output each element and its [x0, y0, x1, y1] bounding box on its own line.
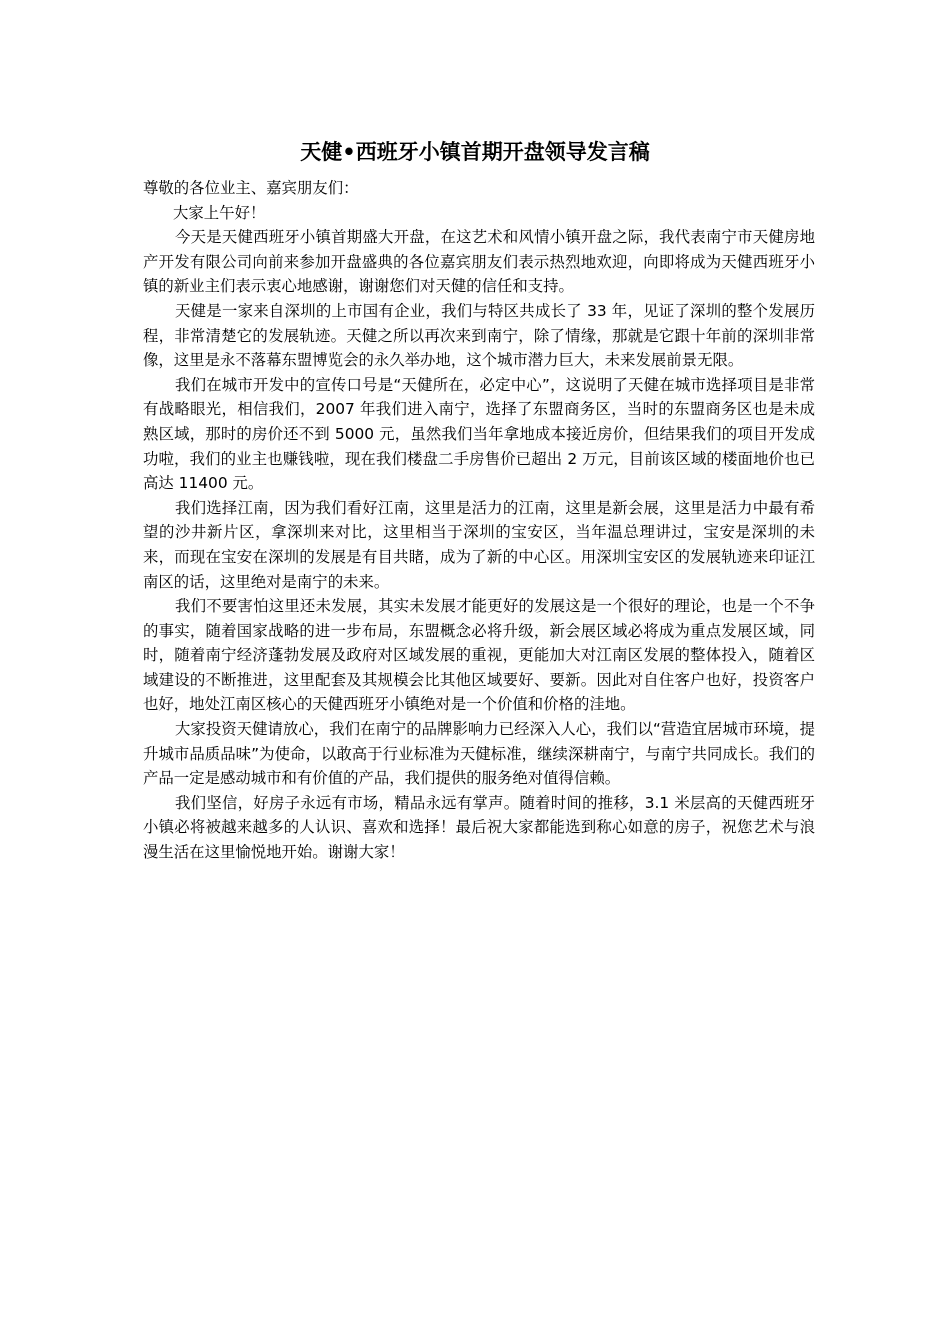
paragraph-opening: 今天是天健西班牙小镇首期盛大开盘，在这艺术和风情小镇开盘之际，我代表南宁市天健房地产开发有限公司向前来参加开盘盛典的各位嘉宾朋友们表示热烈地欢迎，向即将成为天健西班牙小镇的新业主们表示衷心地感谢，谢谢您们对天健的信任和支持。 — [143, 228, 815, 296]
document-body — [143, 176, 815, 865]
greeting: 大家上午好！ — [173, 203, 266, 222]
paragraph-closing: 我们坚信，好房子永远有市场，精品永远有掌声。随着时间的推移，3.1 米层高的天健西班牙小镇必将被越来越多的人认识、喜欢和选择！最后祝大家都能选到称心如意的房子，祝您艺术与浪漫生活在这里愉悦地开始。谢谢大家！ — [143, 793, 815, 862]
paragraph-brand: 大家投资天健请放心，我们在南宁的品牌影响力已经深入人心，我们以“营造宜居城市环境，提升城市品质品味”为使命，以敢高于行业标准为天健标准，继续深耕南宁，与南宁共同成长。我们的产品一定是感动城市和有价值的产品，我们提供的服务绝对值得信赖。 — [143, 720, 815, 788]
paragraph-company-intro: 天健是一家来自深圳的上市国有企业，我们与特区共成长了 33 年，见证了深圳的整个发展历程，非常清楚它的发展轨迹。天健之所以再次来到南宁，除了情缘，那就是它跟十年前的深圳非常像，这里是永不落幕东盟博览会的永久举办地，这个城市潜力巨大，未来发展前景无限。 — [143, 301, 815, 370]
paragraph-development: 我们不要害怕这里还未发展，其实未发展才能更好的发展这是一个很好的理论，也是一个不争的事实，随着国家战略的进一步布局，东盟概念必将升级，新会展区域必将成为重点发展区域，同时，随着南宁经济蓬勃发展及政府对区域发展的重视，更能加大对江南区发展的整体投入，随着区域建设的不断推进，这里配套及其规模会比其他区域要好、要新。因此对自住客户也好，投资客户也好，地处江南区核心的天健西班牙小镇绝对是一个价值和价格的洼地。 — [143, 597, 815, 714]
salutation: 尊敬的各位业主、嘉宾朋友们： — [143, 179, 359, 197]
paragraph-slogan: 我们在城市开发中的宣传口号是“天健所在，必定中心”，这说明了天健在城市选择项目是非常有战略眼光，相信我们，2007 年我们进入南宁，选择了东盟商务区，当时的东盟商务区也是未成熟区域，那时的房价还不到 5000 元，虽然我们当年拿地成本接近房价，但结果我们的项目开发成功啦，我们的业主也赚钱啦，现在我们楼盘二手房售价已超出 2 万元，目前该区域的楼面地价也已高达 11400 元。 — [143, 375, 815, 493]
paragraph-jiangnan: 我们选择江南，因为我们看好江南，这里是活力的江南，这里是新会展，这里是活力中最有希望的沙井新片区，拿深圳来对比，这里相当于深圳的宝安区，当年温总理讲过，宝安是深圳的未来，而现在宝安在深圳的发展是有目共睹，成为了新的中心区。用深圳宝安区的发展轨迹来印证江南区的话，这里绝对是南宁的未来。 — [143, 498, 815, 591]
document-title: 天健•西班牙小镇首期开盘领导发言稿 — [300, 140, 650, 164]
